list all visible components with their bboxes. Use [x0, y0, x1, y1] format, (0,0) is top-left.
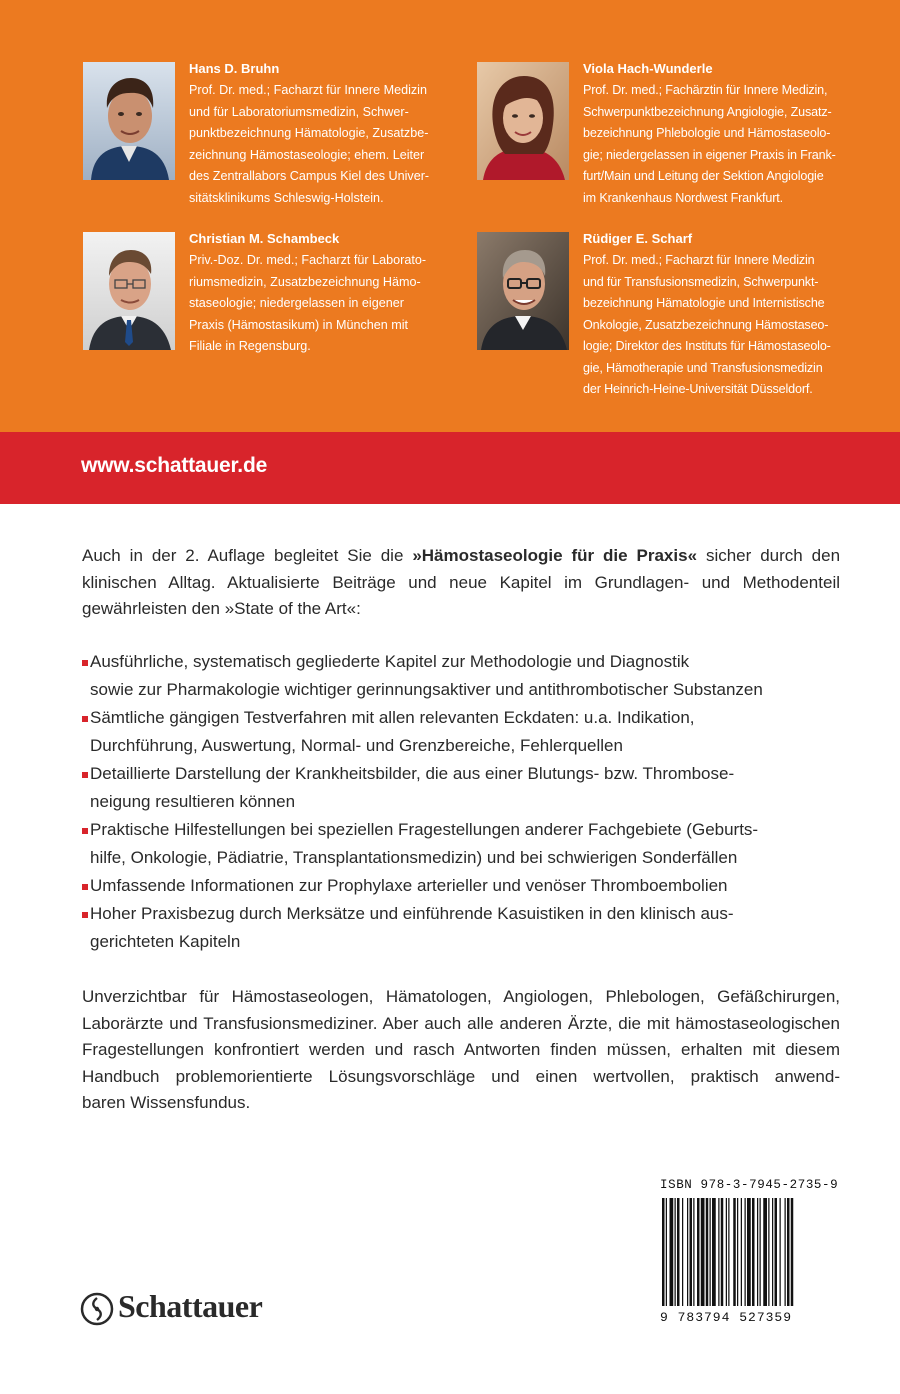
- list-item-line: gerichteten Kapiteln: [90, 932, 241, 951]
- bio-line: der Heinrich-Heine-Universität Düsseldorf.: [583, 382, 813, 396]
- bio-line: logie; Direktor des Instituts für Hämostaseolo-: [583, 339, 831, 353]
- bio-line: des Zentrallabors Campus Kiel des Univer-: [189, 169, 430, 183]
- bio-line: im Krankenhaus Nordwest Frankfurt.: [583, 190, 783, 205]
- author-name: Viola Hach-Wunderle: [583, 61, 713, 76]
- portrait-icon: [83, 62, 175, 180]
- list-item-line: neigung resultieren können: [90, 792, 296, 811]
- list-item: [82, 872, 842, 900]
- author-bio: [583, 250, 831, 401]
- intro-paragraph: [82, 543, 840, 623]
- list-item: [82, 648, 842, 704]
- outro-line: baren Wissensfundus.: [82, 1093, 251, 1112]
- list-item-line: sowie zur Pharmakologie wichtiger gerinnungsaktiver und antithrombotischer Substanzen: [90, 680, 763, 699]
- bio-line: riumsmedizin, Zusatzbezeichnung Hämo-: [189, 274, 421, 289]
- list-item: [82, 900, 842, 956]
- bullet-square-icon: [82, 660, 88, 666]
- bio-line: und für Laboratoriumsmedizin, Schwer-: [189, 104, 409, 119]
- list-item-line: Durchführung, Auswertung, Normal- und Grenzbereiche, Fehlerquellen: [90, 736, 623, 755]
- intro-line: klinischen Alltag. Aktualisierte Beiträge und neue Kapitel im Grundlagen- und Methodenteil: [82, 572, 840, 592]
- outro-line: Handbuch problemorientierte Lösungsvorschläge und einen wertvollen, praktisch anwend-: [82, 1066, 840, 1086]
- bio-line: Schwerpunktbezeichnung Angiologie, Zusatz-: [583, 104, 832, 119]
- bullet-square-icon: [82, 828, 88, 834]
- portrait-icon: [477, 232, 569, 350]
- list-item-line: Hoher Praxisbezug durch Merksätze und einführende Kasuistiken in den klinisch aus-: [90, 904, 734, 923]
- list-item-line: hilfe, Onkologie, Pädiatrie, Transplantationsmedizin) und bei schwierigen Sonderfällen: [90, 848, 738, 867]
- bio-line: Praxis (Hämostasikum) in München mit: [189, 317, 409, 332]
- bio-line: und für Transfusionsmedizin, Schwerpunkt-: [583, 274, 819, 289]
- book-title: »Hämostaseologie für die Praxis«: [412, 546, 698, 565]
- bio-line: bezeichnung Phlebologie und Hämostaseolo-: [583, 126, 831, 140]
- isbn-barcode: [660, 1178, 840, 1328]
- bullet-square-icon: [82, 716, 88, 722]
- list-item: [82, 704, 842, 760]
- list-item: [82, 816, 842, 872]
- intro-line: gewährleisten den »State of the Art«:: [82, 599, 361, 618]
- bio-line: punktbezeichnung Hämatologie, Zusatzbe-: [189, 126, 429, 140]
- bio-line: zeichnung Hämostaseologie; ehem. Leiter: [189, 147, 425, 162]
- website-band: [0, 432, 900, 504]
- author-name: Hans D. Bruhn: [189, 61, 280, 76]
- bio-line: sitätsklinikums Schleswig-Holstein.: [189, 190, 384, 205]
- author-panel: [0, 0, 900, 432]
- outro-line: Fragestellungen konfrontiert werden und rasch Antworten finden müssen, erhalten mit diesem: [82, 1040, 840, 1059]
- author-bio: [189, 250, 426, 358]
- barcode-icon: [660, 1198, 840, 1308]
- bio-line: Priv.-Doz. Dr. med.; Facharzt für Laborato-: [189, 253, 427, 267]
- bio-line: Filiale in Regensburg.: [189, 339, 311, 353]
- portrait-icon: [477, 62, 569, 180]
- bio-line: gie; niedergelassen in eigener Praxis in Frank-: [583, 147, 836, 162]
- author-photo-hach-wunderle: [477, 62, 569, 180]
- list-item-line: Detaillierte Darstellung der Krankheitsbilder, die aus einer Blutungs- bzw. Thrombose-: [90, 764, 735, 783]
- bullet-square-icon: [82, 772, 88, 778]
- website-link[interactable]: www.schattauer.de: [81, 454, 268, 477]
- author-bio: [189, 80, 429, 209]
- list-item-line: Umfassende Informationen zur Prophylaxe arterieller und venöser Thromboembolien: [90, 876, 728, 895]
- author-photo-scharf: [477, 232, 569, 350]
- author-photo-schambeck: [83, 232, 175, 350]
- outro-line: Laborärzte und Transfusionsmediziner. Aber auch alle anderen Ärzte, die mit hämostaseologischen: [82, 1013, 840, 1033]
- bullet-square-icon: [82, 884, 88, 890]
- publisher-emblem-icon: [80, 1292, 114, 1326]
- author-photo-bruhn: [83, 62, 175, 180]
- author-name: Christian M. Schambeck: [189, 231, 340, 246]
- list-item-line: Praktische Hilfestellungen bei speziellen Fragestellungen anderer Fachgebiete (Geburts-: [90, 820, 759, 839]
- bullet-square-icon: [82, 912, 88, 918]
- publisher-name: Schattauer: [118, 1288, 263, 1324]
- intro-line: Auch in der 2. Auflage begleitet Sie die »Hämostaseologie für die Praxis« sicher durch den: [82, 546, 841, 565]
- portrait-icon: [83, 232, 175, 350]
- author-name: Rüdiger E. Scharf: [583, 231, 693, 246]
- bio-line: furt/Main und Leitung der Sektion Angiologie: [583, 169, 824, 183]
- bio-line: Prof. Dr. med.; Facharzt für Innere Medizin: [583, 253, 815, 267]
- bio-line: staseologie; niedergelassen in eigener: [189, 296, 404, 310]
- bio-line: Prof. Dr. med.; Fachärztin für Innere Medizin,: [583, 83, 828, 97]
- isbn-label: ISBN 978-3-7945-2735-9: [660, 1178, 839, 1192]
- bio-line: Prof. Dr. med.; Facharzt für Innere Medizin: [189, 83, 427, 97]
- list-item: [82, 760, 842, 816]
- bio-line: gie, Hämotherapie und Transfusionsmedizin: [583, 360, 823, 375]
- author-bio: [583, 80, 836, 209]
- outro-line: Unverzichtbar für Hämostaseologen, Hämatologen, Angiologen, Phlebologen, Gefäßchirurgen,: [82, 987, 840, 1006]
- list-item-line: Ausführliche, systematisch gegliederte Kapitel zur Methodologie und Diagnostik: [90, 652, 690, 671]
- feature-list: [82, 648, 842, 956]
- bio-line: Onkologie, Zusatzbezeichnung Hämostaseo-: [583, 317, 829, 332]
- bio-line: bezeichnung Hämatologie und Internistische: [583, 296, 825, 310]
- outro-paragraph: [82, 984, 840, 1117]
- list-item-line: Sämtliche gängigen Testverfahren mit allen relevanten Eckdaten: u.a. Indikation,: [90, 708, 695, 727]
- barcode-digits: 9 783794 527359: [660, 1310, 793, 1325]
